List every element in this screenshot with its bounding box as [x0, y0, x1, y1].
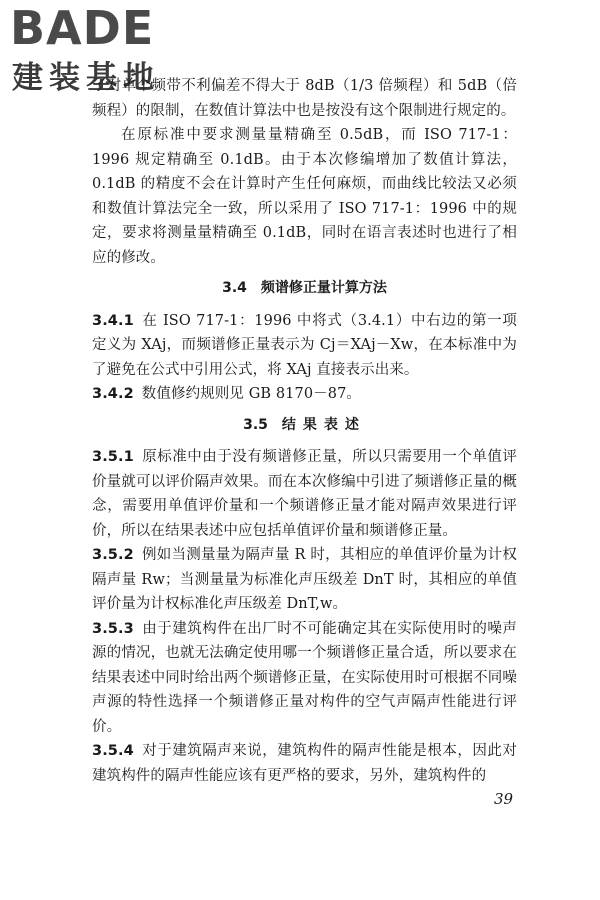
section-title: 频谱修正量计算方法 — [260, 280, 387, 296]
page-content — [92, 74, 517, 788]
clause-number: 3.5.4 — [92, 743, 134, 759]
clause-3-5-1 — [92, 445, 517, 543]
clause-text: 数值修约规则见 GB 8170－87。 — [141, 386, 362, 402]
clause-3-4-1 — [92, 309, 517, 383]
paragraph-precision: 在原标准中要求测量量精确至 0.5dB，而 ISO 717-1：1996 规定精确至 0.1dB。由于本次修编增加了数值计算法，0.1dB 的精度不会在计算时产生任何麻烦，而曲线比较法又必须和数值计算法完全一致，所以采用了 ISO 717-1：1996 中的规定，要求将测量量精确至 0.1dB，同时在语言表述时也进行了相应的修改。 — [92, 127, 517, 266]
section-heading-3-4 — [92, 270, 517, 309]
section-number: 3.4 — [222, 280, 247, 296]
watermark-chinese: 建装基地 — [12, 60, 160, 94]
clause-number: 3.5.3 — [92, 620, 134, 637]
section-title: 结果表述 — [281, 416, 366, 433]
page-number: 39 — [494, 790, 514, 808]
clause-3-5-4 — [92, 739, 517, 788]
clause-text: 由于建筑构件在出厂时不可能确定其在实际使用时的噪声源的情况，也就无法确定使用哪一个频谱修正量合适，所以要求在结果表述中同时给出两个频谱修正量，在实际使用时可根据不同噪声源的特性选择一个频谱修正量对构件的空气声隔声性能进行评价。 — [92, 620, 517, 735]
clause-3-4-2 — [92, 382, 517, 407]
clause-text: 例如当测量量为隔声量 R 时，其相应的单值评价量为计权隔声量 Rw；当测量量为标准化声压级差 DnT 时，其相应的单值评价量为计权标准化声压级差 DnT,w。 — [92, 547, 517, 612]
clause-number: 3.4.1 — [92, 312, 134, 329]
section-number: 3.5 — [243, 416, 268, 433]
watermark-latin: BADE — [10, 2, 155, 55]
clause-3-5-2 — [92, 543, 517, 617]
clause-text: 在 ISO 717-1：1996 中将式（3.4.1）中右边的第一项定义为 XAj，而频谱修正量表示为 Cj＝XAj－Xw，在本标准中为了避免在公式中引用公式，将 XAj 直接表示出来。 — [92, 312, 517, 378]
clause-text: 对于建筑隔声来说，建筑构件的隔声性能是根本，因此对建筑构件的隔声性能应该有更严格的要求，另外，建筑构件的 — [92, 743, 517, 784]
clause-text: 原标准中由于没有频谱修正量，所以只需要用一个单值评价量就可以评价隔声效果。而在本次修编中引进了频谱修正量的概念，需要用单值评价量和一个频谱修正量才能对隔声效果进行评价，所以在结果表述中应包括单值评价量和频谱修正量。 — [92, 449, 517, 539]
clause-number: 3.5.1 — [92, 449, 134, 465]
paragraph-continuation: 了对单个频带不利偏差不得大于 8dB（1/3 倍频程）和 5dB（倍频程）的限制，在数值计算法中也是按没有这个限制进行规定的。 — [92, 78, 517, 119]
clause-3-5-3 — [92, 617, 517, 740]
clause-number: 3.5.2 — [92, 547, 134, 563]
clause-number: 3.4.2 — [92, 386, 134, 402]
section-heading-3-5 — [92, 407, 517, 446]
